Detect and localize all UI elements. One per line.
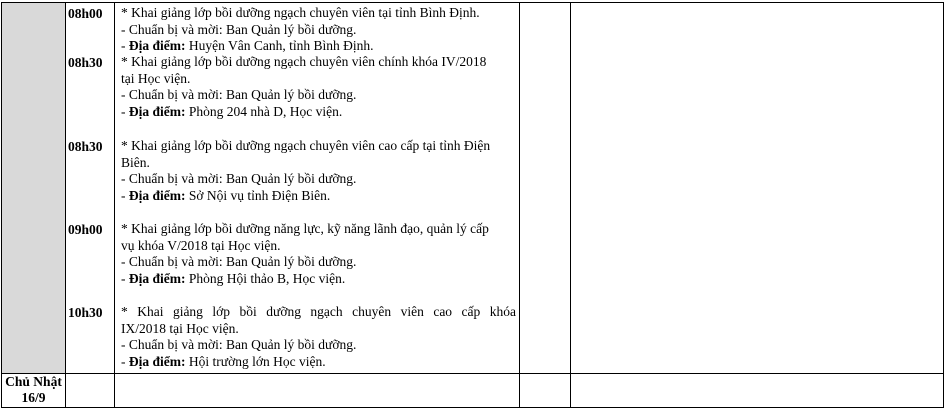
table-divider-content	[114, 2, 115, 408]
table-border-left	[1, 2, 2, 408]
row-divider-sunday	[1, 373, 944, 374]
event-time: 10h30	[68, 305, 103, 320]
day-column-shading	[2, 2, 65, 373]
table-border-bottom	[1, 407, 944, 408]
event-time: 09h00	[68, 222, 103, 237]
event-title: * Khai giảng lớp bồi dưỡng năng lực, kỹ năng lãnh đạo, quản lý cấp	[121, 221, 489, 236]
event-time: 08h30	[68, 139, 103, 154]
event-place: - Địa điểm: Phòng Hội thảo B, Học viện.	[121, 270, 346, 286]
event-prep: - Chuẩn bị và mời: Ban Quản lý bồi dưỡng.	[121, 21, 357, 37]
event-block	[121, 221, 516, 287]
event-title: * Khai giảng lớp bồi dưỡng ngạch chuyên viên cao cấp tại tỉnh Điện	[121, 138, 491, 153]
event-title: * Khai giảng lớp bồi dưỡng ngạch chuyên viên cao cấp khóa	[121, 304, 516, 319]
event-block	[121, 54, 516, 120]
event-prep: - Chuẩn bị và mời: Ban Quản lý bồi dưỡng.	[121, 171, 357, 187]
event-title: * Khai giảng lớp bồi dưỡng ngạch chuyên viên tại tỉnh Bình Định.	[121, 5, 480, 20]
table-divider-col3	[519, 2, 520, 408]
event-title: IX/2018 tại Học viện.	[121, 320, 239, 336]
event-time: 08h30	[68, 55, 103, 70]
event-block	[121, 5, 516, 55]
table-border-top	[1, 2, 944, 3]
table-divider-col4	[570, 2, 571, 408]
event-place: - Địa điểm: Hội trường lớn Học viện.	[121, 353, 326, 369]
event-place: - Địa điểm: Sở Nội vụ tỉnh Điện Biên.	[121, 187, 331, 203]
event-prep: - Chuẩn bị và mời: Ban Quản lý bồi dưỡng.	[121, 254, 357, 270]
day-date-sunday: 16/9	[21, 390, 46, 405]
event-block	[121, 304, 516, 370]
day-label-sunday: Chủ Nhật	[5, 374, 62, 389]
event-prep: - Chuẩn bị và mời: Ban Quản lý bồi dưỡng.	[121, 87, 357, 103]
event-title: tại Học viện.	[121, 70, 191, 86]
event-place: - Địa điểm: Huyện Vân Canh, tỉnh Bình Định.	[121, 38, 374, 54]
event-prep: - Chuẩn bị và mời: Ban Quản lý bồi dưỡng.	[121, 337, 357, 353]
event-place: - Địa điểm: Phòng 204 nhà D, Học viện.	[121, 103, 343, 119]
event-title: * Khai giảng lớp bồi dưỡng ngạch chuyên viên chính khóa IV/2018	[121, 54, 487, 69]
event-title: vụ khóa V/2018 tại Học viện.	[121, 237, 281, 253]
table-border-right	[943, 2, 944, 408]
event-title: Biên.	[121, 154, 150, 170]
event-time: 08h00	[68, 6, 103, 21]
table-divider-day	[65, 2, 66, 408]
event-block	[121, 138, 516, 204]
